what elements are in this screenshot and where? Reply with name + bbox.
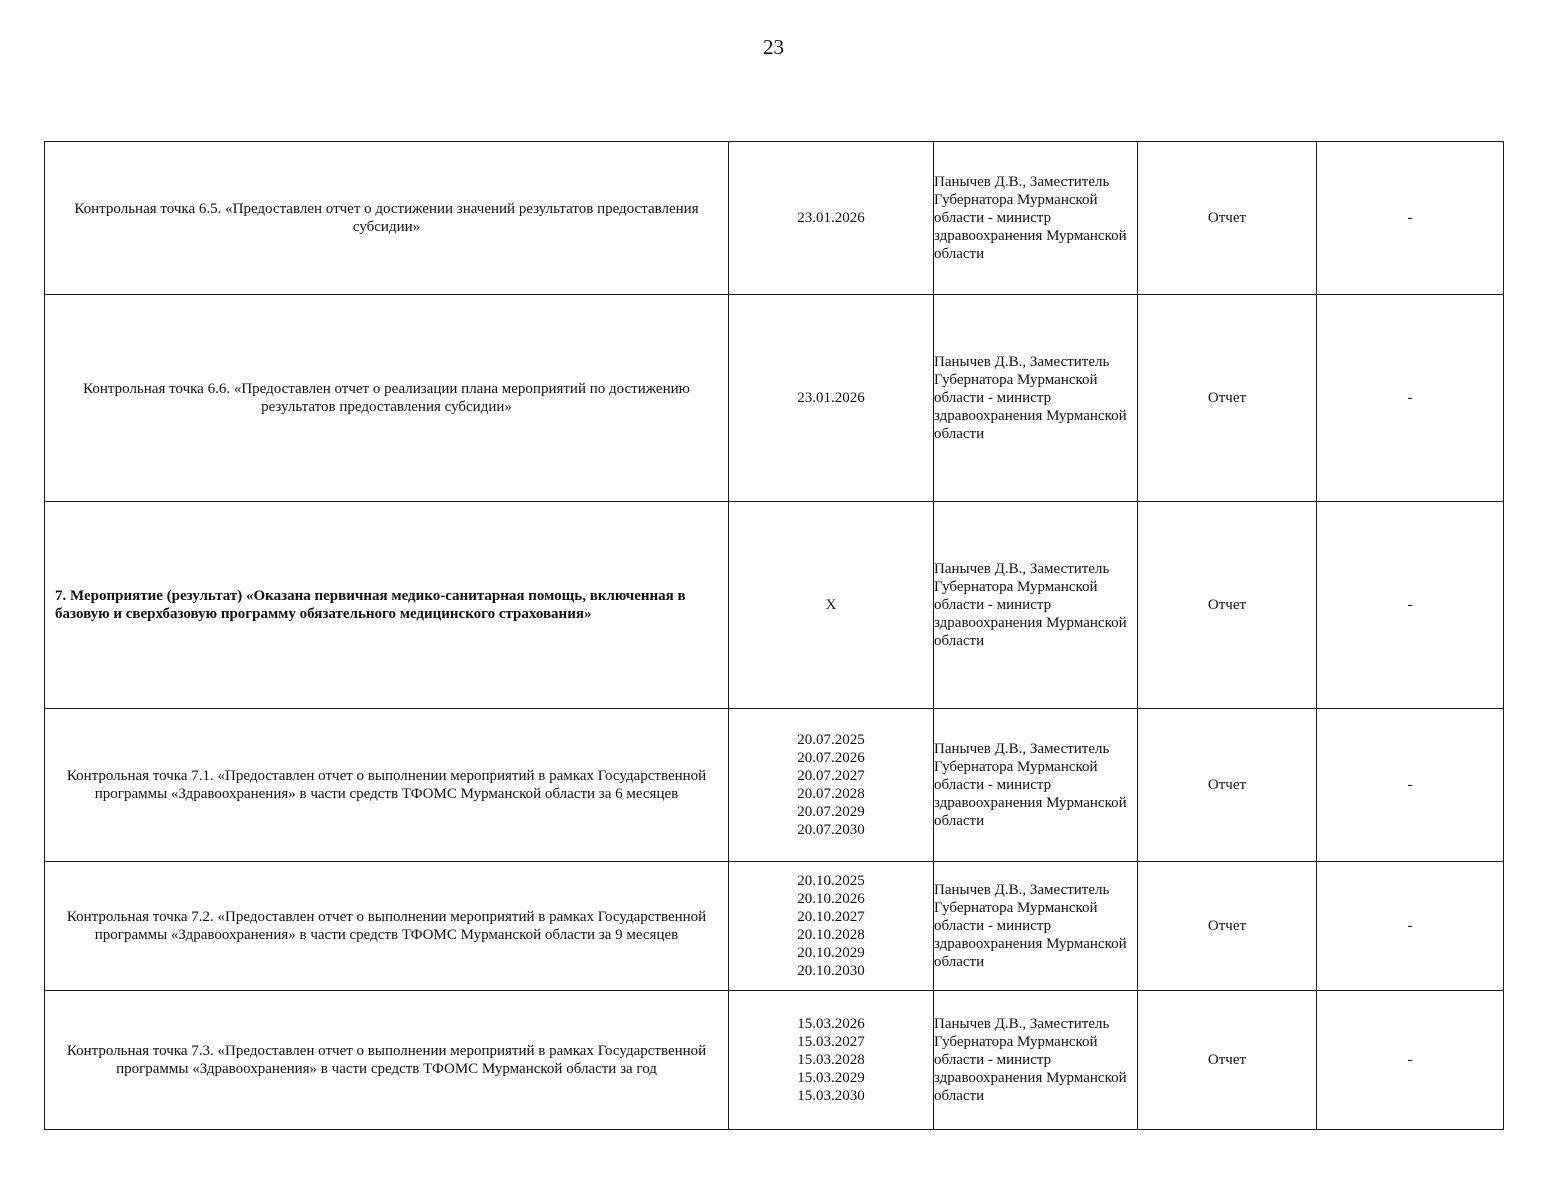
control-point-name: Контрольная точка 7.3. «Предоставлен отчет о выполнении мероприятий в рамках Государственной программы «Здравоохранения» в части средств ТФОМС Мурманской области за год — [45, 991, 729, 1130]
page-number: 23 — [763, 35, 784, 59]
deadline-date: 20.10.2025 — [797, 873, 865, 889]
deadline-date: 20.07.2028 — [797, 786, 865, 802]
deadline-cell — [729, 862, 934, 991]
document-type: Отчет — [1138, 502, 1317, 709]
note-cell: - — [1317, 862, 1504, 991]
responsible-person: Панычев Д.В., Заместитель Губернатора Мурманской области - министр здравоохранения Мурманской области — [934, 991, 1138, 1130]
deadline-date: 15.03.2029 — [797, 1070, 865, 1086]
control-point-name: Контрольная точка 7.1. «Предоставлен отчет о выполнении мероприятий в рамках Государственной программы «Здравоохранения» в части средств ТФОМС Мурманской области за 6 месяцев — [45, 709, 729, 862]
note-cell: - — [1317, 502, 1504, 709]
control-point-name: Контрольная точка 7.2. «Предоставлен отчет о выполнении мероприятий в рамках Государственной программы «Здравоохранения» в части средств ТФОМС Мурманской области за 9 месяцев — [45, 862, 729, 991]
activity-result-name: 7. Мероприятие (результат) «Оказана первичная медико-санитарная помощь, включенная в базовую и сверхбазовую программу обязательного медицинского страхования» — [45, 502, 729, 709]
deadline-date: 15.03.2027 — [797, 1034, 865, 1050]
table-row — [45, 502, 1504, 709]
deadline-date: 23.01.2026 — [797, 210, 865, 226]
document-type: Отчет — [1138, 991, 1317, 1130]
document-type: Отчет — [1138, 142, 1317, 295]
table-row — [45, 295, 1504, 502]
deadline-cell — [729, 991, 934, 1130]
control-point-name: Контрольная точка 6.6. «Предоставлен отчет о реализации плана мероприятий по достижению результатов предоставления субсидии» — [45, 295, 729, 502]
table-row — [45, 142, 1504, 295]
responsible-person: Панычев Д.В., Заместитель Губернатора Мурманской области - министр здравоохранения Мурманской области — [934, 142, 1138, 295]
responsible-person: Панычев Д.В., Заместитель Губернатора Мурманской области - министр здравоохранения Мурманской области — [934, 295, 1138, 502]
deadline-cell — [729, 502, 934, 709]
document-type: Отчет — [1138, 709, 1317, 862]
deadline-cell — [729, 142, 934, 295]
table-row — [45, 991, 1504, 1130]
deadline-cell — [729, 295, 934, 502]
responsible-person: Панычев Д.В., Заместитель Губернатора Мурманской области - министр здравоохранения Мурманской области — [934, 862, 1138, 991]
note-cell: - — [1317, 142, 1504, 295]
responsible-person: Панычев Д.В., Заместитель Губернатора Мурманской области - министр здравоохранения Мурманской области — [934, 709, 1138, 862]
table-row — [45, 709, 1504, 862]
responsible-person: Панычев Д.В., Заместитель Губернатора Мурманской области - министр здравоохранения Мурманской области — [934, 502, 1138, 709]
deadline-dates — [729, 872, 933, 980]
deadline-date: 20.10.2029 — [797, 945, 865, 961]
deadline-dates — [729, 1015, 933, 1105]
deadline-dates — [729, 389, 933, 407]
deadline-date: X — [825, 597, 837, 613]
deadline-date: 23.01.2026 — [797, 390, 865, 406]
deadline-date: 15.03.2030 — [797, 1088, 865, 1104]
deadline-dates — [729, 209, 933, 227]
deadline-date: 20.07.2030 — [797, 822, 865, 838]
note-cell: - — [1317, 991, 1504, 1130]
deadline-date: 20.07.2025 — [797, 732, 865, 748]
deadline-date: 20.07.2027 — [797, 768, 865, 784]
control-points-table — [44, 141, 1504, 1130]
deadline-dates — [729, 596, 933, 614]
deadline-date: 15.03.2028 — [797, 1052, 865, 1068]
deadline-date: 15.03.2026 — [797, 1016, 865, 1032]
deadline-dates — [729, 731, 933, 839]
note-cell: - — [1317, 295, 1504, 502]
deadline-date: 20.07.2029 — [797, 804, 865, 820]
deadline-date: 20.10.2027 — [797, 909, 865, 925]
document-type: Отчет — [1138, 862, 1317, 991]
note-cell: - — [1317, 709, 1504, 862]
deadline-date: 20.10.2026 — [797, 891, 865, 907]
deadline-date: 20.10.2030 — [797, 963, 865, 979]
deadline-date: 20.07.2026 — [797, 750, 865, 766]
deadline-cell — [729, 709, 934, 862]
table-row — [45, 862, 1504, 991]
deadline-date: 20.10.2028 — [797, 927, 865, 943]
control-point-name: Контрольная точка 6.5. «Предоставлен отчет о достижении значений результатов предоставления субсидии» — [45, 142, 729, 295]
document-type: Отчет — [1138, 295, 1317, 502]
